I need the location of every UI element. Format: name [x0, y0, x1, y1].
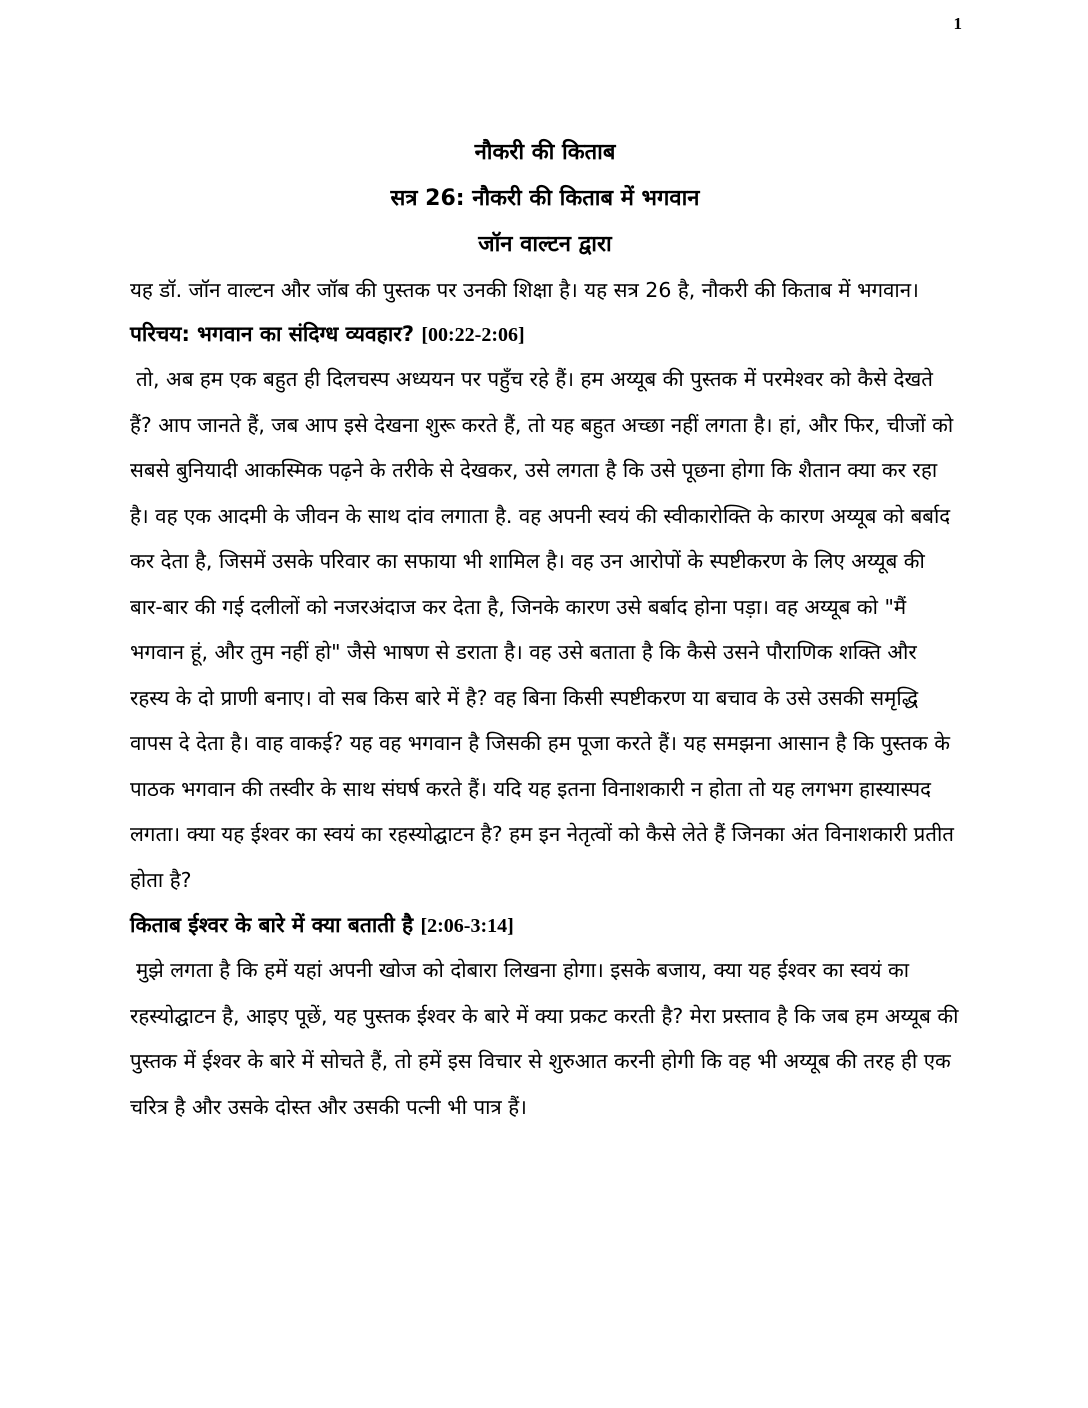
section-paragraph-introduction: तो, अब हम एक बहुत ही दिलचस्प अध्ययन पर पहुँच रहे हैं। हम अय्यूब की पुस्तक में परमेश्वर को कैसे देखते हैं? आप जानते हैं, जब आप इसे देखना शुरू करते हैं, तो यह बहुत अच्छा नहीं लगता है। हां, और फिर, चीजों को सबसे बुनियादी आकस्मिक पढ़ने के तरीके से देखकर, उसे लगता है कि उसे पूछना होगा कि शैतान क्या कर रहा है। वह एक आदमी के जीवन के साथ दांव लगाता है. वह अपनी स्वयं की स्वीकारोक्ति के कारण अय्यूब को बर्बाद कर देता है, जिसमें उसके परिवार का सफाया भी शामिल है। वह उन आरोपों के स्पष्टीकरण के लिए अय्यूब की बार-बार की गई दलीलों को नजरअंदाज कर देता है, जिनके कारण उसे बर्बाद होना पड़ा। वह अय्यूब को "मैं भगवान हूं, और तुम नहीं हो" जैसे भाषण से डराता है। वह उसे बताता है कि कैसे उसने पौराणिक शक्ति और रहस्य के दो प्राणी बनाए। वो सब किस बारे में है? वह बिना किसी स्पष्टीकरण या बचाव के उसे उसकी समृद्धि वापस दे देता है। वाह वाकई? यह वह भगवान है जिसकी हम पूजा करते हैं। यह समझना आसान है कि पुस्तक के पाठक भगवान की तस्वीर के साथ संघर्ष करते हैं। यदि यह इतना विनाशकारी न होता तो यह लगभग हास्यास्पद लगता। क्या यह ईश्वर का स्वयं का रहस्योद्घाटन है? हम इन नेतृत्वों को कैसे लेते हैं जिनका अंत विनाशकारी प्रतीत होता है?: [130, 367, 954, 892]
book-title: नौकरी की किताब: [474, 140, 616, 165]
session-title: सत्र 26: नौकरी की किताब में भगवान: [390, 186, 700, 211]
document-body: [130, 130, 960, 1130]
section-timestamp: [2:06-3:14]: [420, 915, 514, 937]
section-heading-introduction: [130, 312, 960, 357]
section-timestamp: [00:22-2:06]: [421, 324, 525, 346]
page-number: 1: [953, 14, 962, 33]
section-paragraph-what-book-reveals: मुझे लगता है कि हमें यहां अपनी खोज को दोबारा लिखना होगा। इसके बजाय, क्या यह ईश्वर का स्वयं का रहस्योद्घाटन है, आइए पूछें, यह पुस्तक ईश्वर के बारे में क्या प्रकट करती है? मेरा प्रस्ताव है कि जब हम अय्यूब की पुस्तक में ईश्वर के बारे में सोचते हैं, तो हमें इस विचार से शुरुआत करनी होगी कि वह भी अय्यूब की तरह ही एक चरित्र है और उसके दोस्त और उसकी पत्नी भी पात्र हैं।: [130, 958, 959, 1119]
section-heading-text: किताब ईश्वर के बारे में क्या बताती है: [130, 913, 414, 937]
section-heading-what-book-reveals: [130, 903, 960, 948]
author-line: जॉन वाल्टन द्वारा: [478, 232, 612, 257]
section-heading-text: परिचय: भगवान का संदिग्ध व्यवहार?: [130, 322, 415, 346]
intro-paragraph: यह डॉ. जॉन वाल्टन और जॉब की पुस्तक पर उनकी शिक्षा है। यह सत्र 26 है, नौकरी की किताब में भगवान।: [130, 278, 919, 302]
